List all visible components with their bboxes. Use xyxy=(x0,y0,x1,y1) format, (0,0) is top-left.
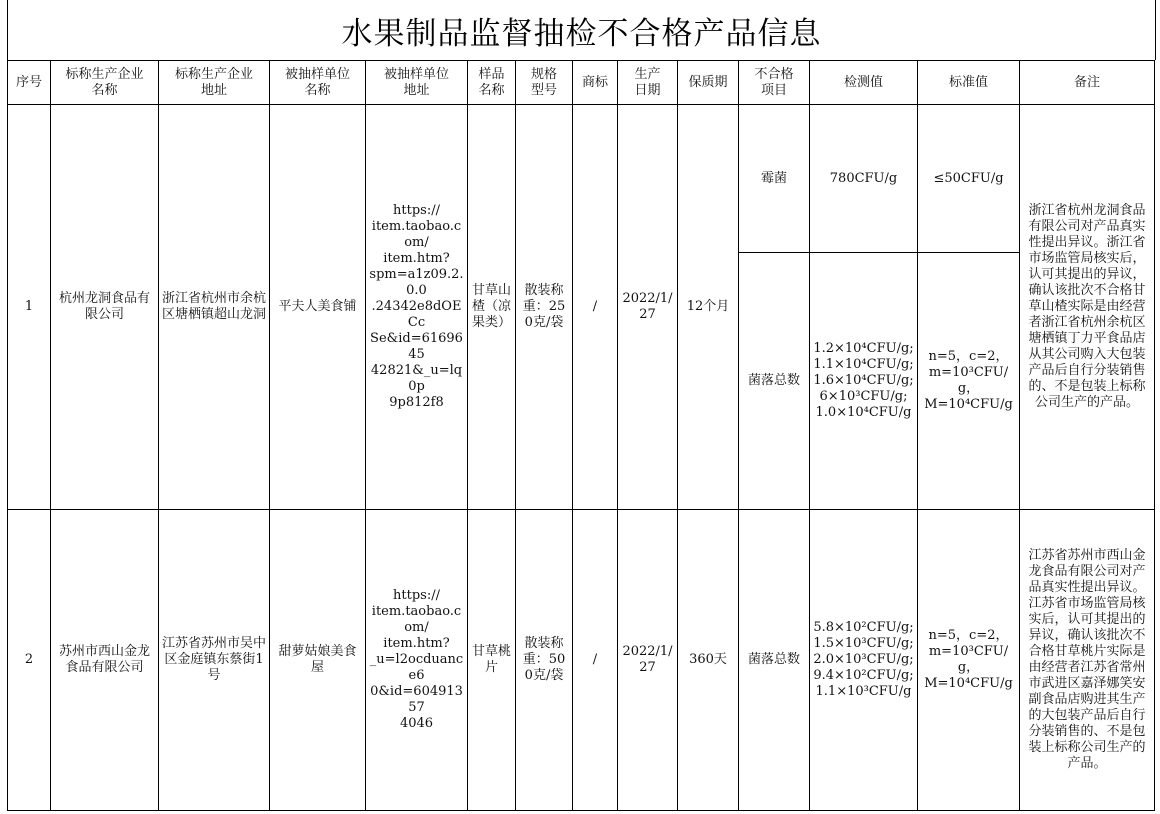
cell-seller-name: 甜萝姑娘美食屋 xyxy=(270,510,366,811)
cell-mfr-addr: 浙江省杭州市余杭区塘栖镇超山龙洞 xyxy=(159,105,270,510)
cell-seller-name: 平夫人美食铺 xyxy=(270,105,366,510)
cell-brand: / xyxy=(573,510,618,811)
cell-sample: 甘草山楂（凉果类） xyxy=(468,105,516,510)
header-mfr-name: 标称生产企业 名称 xyxy=(51,61,159,105)
cell-measured: 1.2×10⁴CFU/g; 1.1×10⁴CFU/g; 1.6×10⁴CFU/g; 6×10³CFU/g; 1.0×10⁴CFU/g xyxy=(810,253,918,510)
cell-mfr-addr: 江苏省苏州市吴中区金庭镇东蔡街1号 xyxy=(159,510,270,811)
header-sample: 样品 名称 xyxy=(468,61,516,105)
cell-seller-addr: https:// item.taobao.com/ item.htm? _u=l2ocduance6 0&id=60491357 4046 xyxy=(366,510,468,811)
cell-standard: n=5，c=2， m=10³CFU/g， M=10⁴CFU/g xyxy=(918,510,1020,811)
cell-brand: / xyxy=(573,105,618,510)
cell-item: 霉菌 xyxy=(739,105,810,253)
table-row xyxy=(8,510,1155,811)
title-row xyxy=(7,0,1156,60)
cell-standard: ≤50CFU/g xyxy=(918,105,1020,253)
header-measured: 检测值 xyxy=(810,61,918,105)
page-title: 水果制品监督抽检不合格产品信息 xyxy=(341,15,822,52)
cell-spec: 散装称重：250克/袋 xyxy=(516,105,573,510)
cell-date: 2022/1/27 xyxy=(618,510,678,811)
header-mfr-addr: 标称生产企业 地址 xyxy=(159,61,270,105)
cell-seller-addr: https:// item.taobao.com/ item.htm? spm=a1z09.2.0.0 .24342e8dOECc Se&id=6169645 42821&_u=lq0p 9p812f8 xyxy=(366,105,468,510)
cell-spec: 散装称重：500克/袋 xyxy=(516,510,573,811)
cell-remark: 江苏省苏州市西山金龙食品有限公司对产品真实性提出异议。江苏省市场监管局核实后，认可其提出的异议，确认该批次不合格甘草桃片实际是由经营者江苏省常州市武进区嘉泽娜笑安副食品店购进其生产的大包装产品后自行分装销售的、不是包装上标称公司生产的产品。 xyxy=(1020,510,1155,811)
header-date: 生产 日期 xyxy=(618,61,678,105)
cell-remark: 浙江省杭州龙洞食品有限公司对产品真实性提出异议。浙江省市场监管局核实后，认可其提出的异议，确认该批次不合格甘草山楂实际是由经营者浙江省杭州余杭区塘栖镇丁力平食品店从其公司购入大包装产品后自行分装销售的、不是包装上标称公司生产的产品。 xyxy=(1020,105,1155,510)
cell-item: 菌落总数 xyxy=(739,510,810,811)
header-seller-name: 被抽样单位 名称 xyxy=(270,61,366,105)
cell-date: 2022/1/27 xyxy=(618,105,678,510)
table-row xyxy=(8,105,1155,253)
header-shelf: 保质期 xyxy=(678,61,739,105)
cell-no: 1 xyxy=(8,105,51,510)
cell-measured: 5.8×10²CFU/g; 1.5×10³CFU/g; 2.0×10³CFU/g; 9.4×10²CFU/g; 1.1×10³CFU/g xyxy=(810,510,918,811)
header-brand: 商标 xyxy=(573,61,618,105)
inspection-table xyxy=(7,60,1155,811)
header-row xyxy=(8,61,1155,105)
cell-mfr-name: 苏州市西山金龙食品有限公司 xyxy=(51,510,159,811)
cell-measured: 780CFU/g xyxy=(810,105,918,253)
cell-standard: n=5，c=2， m=10³CFU/g， M=10⁴CFU/g xyxy=(918,253,1020,510)
header-spec: 规格 型号 xyxy=(516,61,573,105)
header-seller-addr: 被抽样单位 地址 xyxy=(366,61,468,105)
header-item: 不合格 项目 xyxy=(739,61,810,105)
header-no: 序号 xyxy=(8,61,51,105)
cell-item: 菌落总数 xyxy=(739,253,810,510)
cell-no: 2 xyxy=(8,510,51,811)
cell-sample: 甘草桃片 xyxy=(468,510,516,811)
cell-shelf: 12个月 xyxy=(678,105,739,510)
header-remark: 备注 xyxy=(1020,61,1155,105)
cell-mfr-name: 杭州龙洞食品有限公司 xyxy=(51,105,159,510)
cell-shelf: 360天 xyxy=(678,510,739,811)
header-standard: 标准值 xyxy=(918,61,1020,105)
